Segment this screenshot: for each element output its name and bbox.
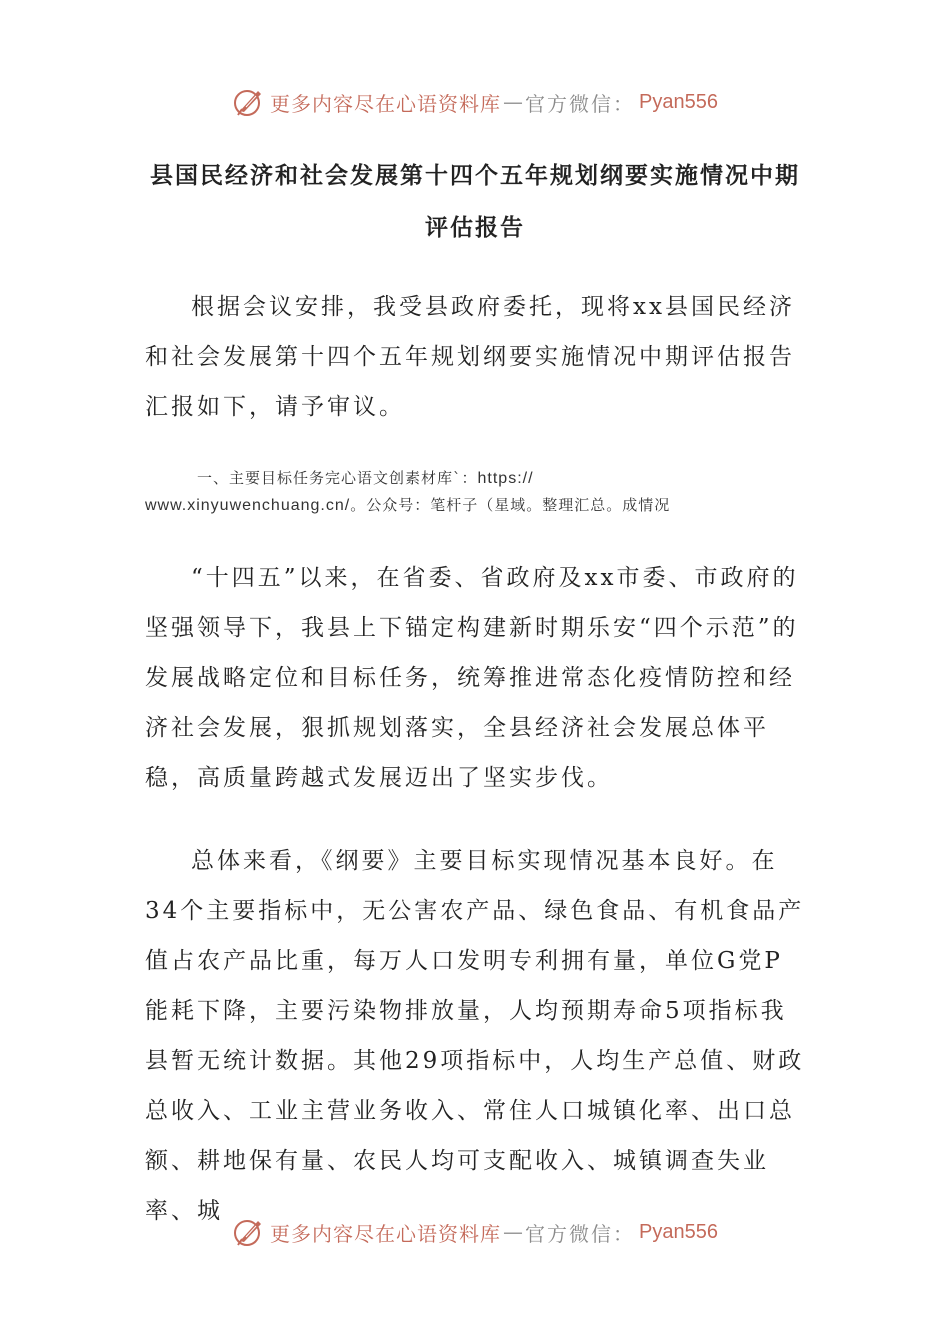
banner-wechat-id: Pyan556 [639,90,718,113]
note-text: 一、主要目标任务完心语文创素材库`： [197,469,478,487]
section-note [145,465,805,519]
quill-circle-icon [232,1215,266,1249]
header-banner [0,82,950,122]
banner-wechat-id: Pyan556 [639,1220,718,1243]
paragraph-progress: “十四五”以来，在省委、省政府及xx市委、市政府的坚强领导下，我县上下锚定构建新时期乐安“四个示范”的发展战略定位和目标任务，统筹推进常态化疫情防控和经济社会发展，狠抓规划落实，全县经济社会发展总体平稳，高质量跨越式发展迈出了坚实步伐。 [145,565,799,791]
note-tail: 。公众号：笔杆子（星域。整理汇总。成情况 [350,496,671,514]
banner-wechat-label: 官方微信： [525,1221,636,1246]
paragraph-intro: 根据会议安排，我受县政府委托，现将xx县国民经济和社会发展第十四个五年规划纲要实施情况中期评估报告汇报如下，请予审议。 [145,294,795,420]
banner-separator: — [503,1220,524,1244]
banner-brand: 更多内容尽在心语资料库 [270,1221,502,1246]
banner-brand: 更多内容尽在心语资料库 [270,91,502,116]
paragraph-overview: 总体来看，《纲要》主要目标实现情况基本良好。在34个主要指标中，无公害农产品、绿色食品、有机食品产值占农产品比重，每万人口发明专利拥有量，单位G党P能耗下降，主要污染物排放量，人均预期寿命5项指标我县暂无统计数据。其他29项指标中，人均生产总值、财政总收入、工业主营业务收入、常住人口城镇化率、出口总额、耕地保有量、农民人均可支配收入、城镇调查失业率、城 [145,848,805,1224]
banner-separator: — [503,90,524,114]
footer-banner [0,1212,950,1252]
quill-circle-icon [232,85,266,119]
document-title: 县国民经济和社会发展第十四个五年规划纲要实施情况中期评估报告 [150,163,800,241]
note-url-scheme: https:// [477,470,534,487]
note-url-domain: www.xinyuwenchuang.cn/ [145,497,351,514]
banner-wechat-label: 官方微信： [525,91,636,116]
